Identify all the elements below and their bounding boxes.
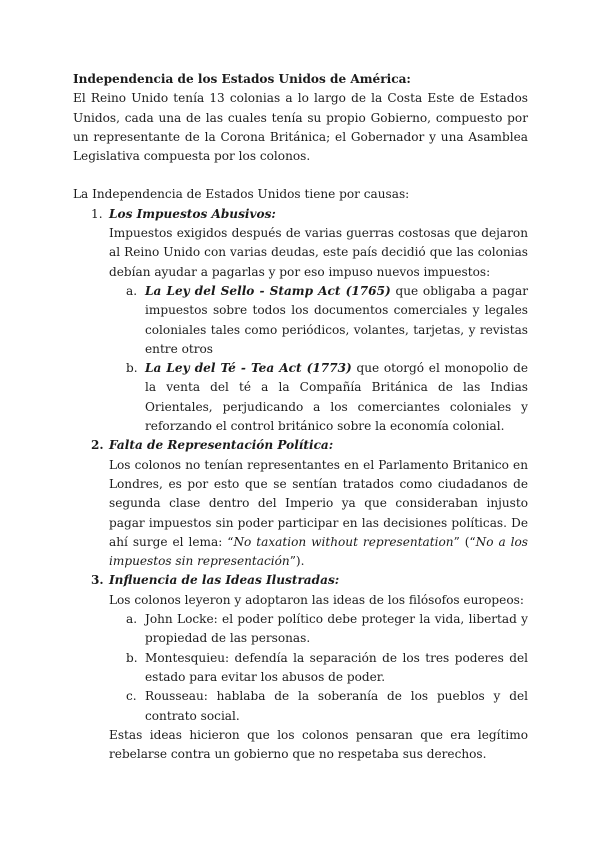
- sub-item-letter: c.: [126, 689, 137, 704]
- cause-item: [73, 205, 528, 282]
- document-title: Independencia de los Estados Unidos de América:: [73, 72, 411, 86]
- quote-spanish: No a los impuestos sin representación: [109, 534, 529, 569]
- law-description: que otorgó el monopolio de la venta del té a la Compañía Británica de las Indias Orientales, perjudicando a los comerciantes coloniales y reforzando el control británico sobre la economía colonial.: [145, 361, 528, 434]
- causes-intro: La Independencia de Estados Unidos tiene por causas:: [73, 187, 410, 202]
- sub-item: [73, 649, 528, 688]
- sub-item-text: Rousseau: hablaba de la soberanía de los pueblos y del contrato social.: [145, 689, 528, 723]
- sub-item-letter: a.: [126, 283, 138, 298]
- cause-text: Impuestos exigidos después de varias guerras costosas que dejaron al Reino Unido con varias deudas, este país decidió que las colonias debían ayudar a pagarlas y por eso impuso nuevos impuestos:: [109, 226, 528, 279]
- sub-item-text: [145, 359, 528, 436]
- sub-item-letter: b.: [126, 650, 138, 665]
- cause-number: 1.: [91, 206, 103, 221]
- cause-number: 2.: [91, 438, 104, 453]
- sub-item: [73, 687, 528, 726]
- cause-heading: Falta de Representación Política:: [109, 438, 334, 453]
- sub-item-letter: b.: [126, 361, 138, 376]
- cause-text-part: ”).: [289, 554, 305, 569]
- sub-item: [73, 610, 528, 649]
- cause-heading: Influencia de las Ideas Ilustradas:: [109, 573, 340, 588]
- quote-english: No taxation without representation: [233, 534, 454, 549]
- closing-item: [73, 726, 528, 765]
- causes-list: [73, 205, 528, 765]
- sub-item-text: [145, 282, 528, 359]
- law-description: que obligaba a pagar impuestos sobre todos los documentos comerciales y legales coloniales tales como periódicos, volantes, tarjetas, y revistas entre otros: [145, 283, 528, 356]
- sub-item: [73, 359, 528, 436]
- cause-text: [109, 456, 528, 572]
- cause-number: 3.: [91, 573, 104, 588]
- law-name: La Ley del Sello - Stamp Act (1765): [145, 283, 391, 298]
- cause-heading: Los Impuestos Abusivos:: [109, 206, 276, 221]
- sub-item: [73, 282, 528, 359]
- paragraph-gap: [73, 166, 528, 185]
- cause-text: Los colonos leyeron y adoptaron las ideas de los filósofos europeos:: [109, 592, 524, 607]
- law-name: La Ley del Té - Tea Act (1773): [145, 361, 352, 376]
- sub-item-text: John Locke: el poder político debe proteger la vida, libertad y propiedad de las personas.: [145, 612, 528, 646]
- intro-paragraph: El Reino Unido tenía 13 colonias a lo largo de la Costa Este de Estados Unidos, cada una de las cuales tenía su propio Gobierno, compuesto por un representante de la Corona Británica; el Gobernador y una Asamblea Legislativa compuesta por los colonos.: [73, 91, 528, 164]
- cause-text-part: ” (“: [453, 534, 476, 549]
- cause-item: [73, 571, 528, 610]
- closing-paragraph: Estas ideas hicieron que los colonos pensaran que era legítimo rebelarse contra un gobierno que no respetaba sus derechos.: [109, 727, 528, 762]
- sub-item-text: Montesquieu: defendía la separación de los tres poderes del estado para evitar los abusos de poder.: [145, 650, 528, 684]
- sub-item-letter: a.: [126, 612, 138, 627]
- cause-text-part: Los colonos no tenían representantes en el Parlamento Britanico en Londres, es por esto que se sentían tratados como ciudadanos de segunda clase dentro del Imperio ya que consideraban injusto pagar impuestos sin poder participar en las decisiones políticas. De ahí surge el lema: “: [109, 457, 528, 549]
- cause-item: [73, 436, 528, 571]
